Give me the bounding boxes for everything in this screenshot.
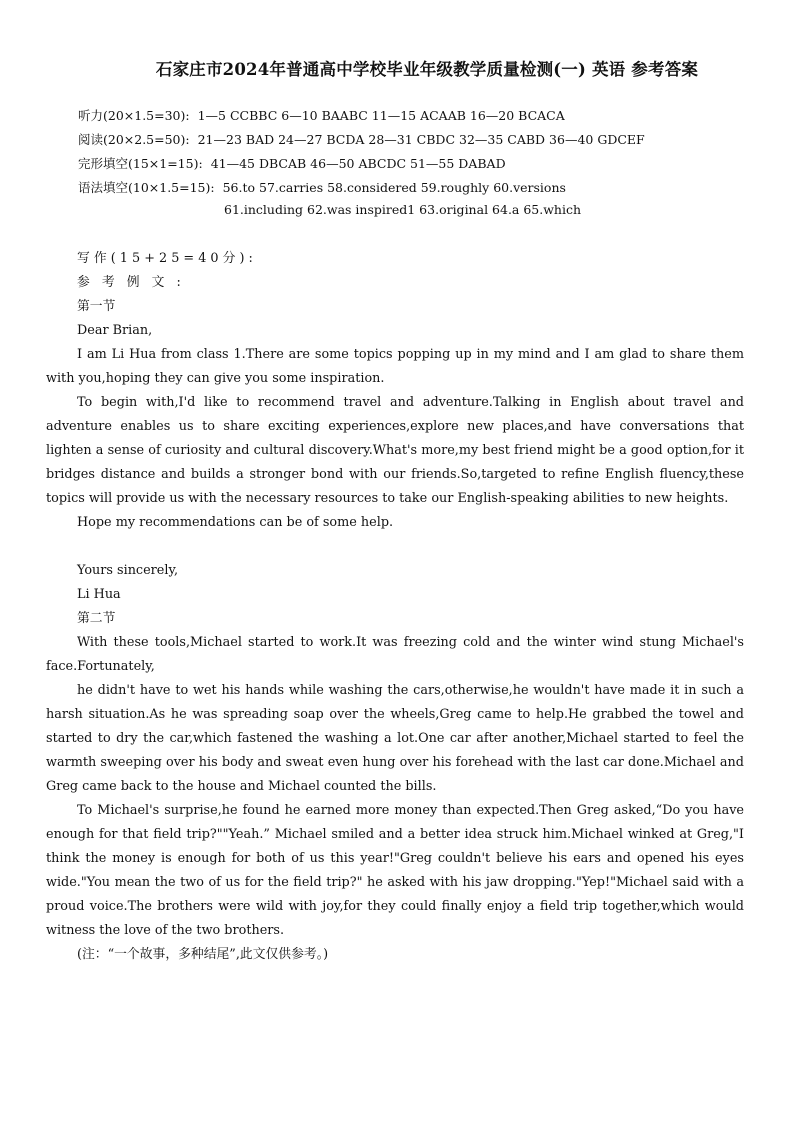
section1-label: 第一节 (77, 299, 116, 314)
letter-greeting: Dear Brian, (77, 323, 153, 338)
writing-header: 写 作 ( 1 5 + 2 5 = 4 0 分 ) : (77, 251, 253, 266)
letter-closing: Yours sincerely, (77, 563, 179, 578)
page-title: 石家庄市2024年普通高中学校毕业年级教学质量检测(一) 英语 参考答案 (155, 60, 699, 79)
reading-label: 阅读(20×2.5=50): (78, 132, 190, 147)
story-paragraph-1: With these tools,Michael started to work.It was freezing cold and the winter wind stung Michael's face.Fortunately, (46, 635, 744, 674)
writing-section (46, 247, 744, 967)
cloze-label: 完形填空(15×1=15): (78, 156, 203, 171)
cloze-value: 41—45 DBCAB 46—50 ABCDC 51—55 DABAD (210, 156, 506, 171)
grammar-answers-line2 (224, 202, 581, 217)
letter-paragraph-1: I am Li Hua from class 1.There are some topics popping up in my mind and I am glad to share them with you,hoping they can give you some inspiration. (46, 347, 744, 386)
letter-signature: Li Hua (77, 587, 121, 602)
listening-answers (78, 106, 565, 124)
grammar-label: 语法填空(10×1.5=15): (78, 180, 215, 195)
listening-value: 1—5 CCBBC 6—10 BAABC 11—15 ACAAB 16—20 BCACA (197, 108, 565, 123)
letter-paragraph-3: Hope my recommendations can be of some help. (77, 515, 394, 530)
section2-label: 第二节 (77, 611, 116, 626)
letter-paragraph-2: To begin with,I'd like to recommend travel and adventure.Talking in English about travel and adventure enables us to share exciting experiences,explore new places,and have conversations that lighten a sense of curiosity and cultural discovery.What's more,my best friend might be a good option,for it bridges distance and builds a stronger bond with our friends.So,targeted to refine English fluency,these topics will provide us with the necessary resources to take our English-speaking abilities to new heights. (46, 395, 744, 506)
reading-value: 21—23 BAD 24—27 BCDA 28—31 CBDC 32—35 CABD 36—40 GDCEF (197, 132, 645, 147)
reading-answers (78, 130, 645, 148)
grammar-answers (78, 178, 566, 196)
story-paragraph-2: he didn't have to wet his hands while washing the cars,otherwise,he wouldn't have made it in such a harsh situation.As he was spreading soap over the wheels,Greg came to help.He grabbed the towel and started to dry the car,which fastened the washing a lot.One car after another,Michael started to feel the warmth sweeping over his body and sweat even hung over his forehead with the last car done.Michael and Greg came back to the house and Michael counted the bills. (46, 683, 744, 794)
listening-label: 听力(20×1.5=30): (78, 108, 190, 123)
grammar-value-2: 61.including 62.was inspired1 63.original 64.a 65.which (224, 202, 582, 217)
cloze-answers (78, 154, 506, 172)
note: (注：“一个故事，多种结尾”,此文仅供参考。) (77, 947, 329, 962)
grammar-value: 56.to 57.carries 58.considered 59.roughly 60.versions (222, 180, 566, 195)
story-paragraph-3: To Michael's surprise,he found he earned more money than expected.Then Greg asked,“Do you have enough for that field trip?""Yeah.” Michael smiled and a better idea struck him.Michael winked at Greg,"I think the money is enough for both of us this year!"Greg couldn't believe his ears and opened his eyes wide."You mean the two of us for the field trip?" he asked with his jaw dropping."Yep!"Michael said with a proud voice.The brothers were wild with joy,for they could finally enjoy a field trip together,which would witness the love of the two brothers. (46, 803, 744, 938)
spacer (46, 535, 744, 559)
sample-label: 参 考 例 文 : (77, 275, 185, 290)
